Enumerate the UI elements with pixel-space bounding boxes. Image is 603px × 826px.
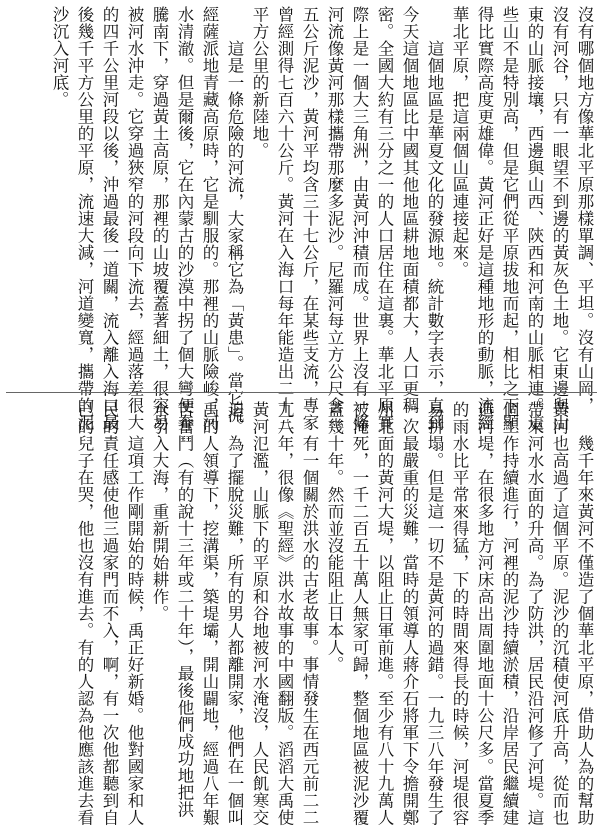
text-line: 造河堤，在很多地方河床高出周圍地面十公尺多。當夏季 [475,401,494,826]
text-line: 騰南下，穿過黃土高原，那裡的山坡覆蓋著細土，很容易 [150,6,169,431]
text-line: 苦奮鬥（有的說十三年或二十年），最後他們成功地把洪 [175,401,194,818]
text-line: 沒有河谷，只有一眼望不到邊的黃灰色土地。它東邊與山 [550,6,569,431]
text-line: 被淹死，一千二百五十萬人無家可歸，整個地區被泥沙覆 [350,401,369,826]
text-line: 這是一條危險的河流，大家稱它為「黃患」。當它流 [225,6,244,423]
text-line: 的雨水比平常來得猛，下的時間來得長的時候，河堤很容 [450,401,469,826]
text-line: 九八年，很像《聖經》洪水故事的中國翻版。滔滔大禹使 [275,401,294,826]
text-line: 蓋幾十年。然而並沒能阻止日本人。 [325,401,344,673]
text-line: 帶來河水水面的升高。為了防洪，居民沿河修了河堤。這 [525,401,544,826]
text-line: 沙沉入河底。 [50,6,69,108]
text-line: 一次最嚴重的災難，當時的領導人蔣介石將軍下令擔開鄭 [400,401,419,826]
text-line: 東的山脈接壤，西邊與山西、陝西和河南的山脈相連。這 [525,6,544,431]
text-line: 得比實際高度更雄偉。黃河正好是這種地形的動脈，流經 [475,6,494,431]
text-line: 沒有哪個地方像華北平原那樣單調、平坦。沒有山岡， [575,6,594,414]
text-line: 民的責任感使他三過家門而不入，啊，有一次他都聽到自 [100,401,119,826]
section-divider [6,392,597,393]
text-line: 有一個關於洪水的古老故事。事情發生在西元前二二 [300,401,319,826]
top-text-section [47,6,597,431]
text-line: 些山不是特別高，但是它們從平原拔地而起，相比之下顯 [500,6,519,431]
text-line: 際上是一個大三角洲，由黃河沖積而成。世界上沒有一條 [350,6,369,431]
text-line: 被河水沖走。它穿過狹窄的河段向下流去，經過落差很大 [125,6,144,431]
text-line: 這項工作剛開始的時候，禹正好新婚。他對國家和人 [125,401,144,826]
text-line: 曾經測得七百六十公斤。黃河在入海口每年能造出二十三 [275,6,294,431]
text-line: 州北面的黃河大堤，以阻止日軍前進。至少有八十九萬人 [375,401,394,826]
bottom-text-section [72,401,597,826]
text-line: 華北平原，把這兩個山區連接起來。 [450,6,469,278]
text-line: 後幾千平方公里的平原，流速大減，河道變寬，攜帶的泥 [75,6,94,431]
text-line: 的四千公里河段以後，沖過最後一道關，流入離入海口最 [100,6,119,431]
text-line: 黃河氾濫，山脈下的平原和谷地被河水淹沒，人民飢寒交 [250,401,269,826]
text-line: 禹的人領導下，挖溝渠，築堤壩，開山闢地，經過八年艱 [200,401,219,826]
text-line: 易拼塌。但是這一切不是黃河的過錯。一九三八年發生了 [425,401,444,826]
text-line: 迫。為了擺脫災難，所有的男人都離開家，他們在一個叫 [225,401,244,826]
text-line: 黃河也高過了這個平原。泥沙的沉積使河底升高，從而也 [550,401,569,826]
text-line: 經薩派地青藏高原時，它是馴服的。那裡的山脈險峻，河 [200,6,219,431]
text-line: 密。全國大約有三分之一的人口居住在這裏。華北平原實 [375,6,394,431]
text-line: 水引入大海，重新開始耕作。 [150,401,169,622]
text-line: 己的兒子在哭，他也沒有進去。有的人認為他應該進去看 [75,401,94,826]
text-line: 河流像黃河那樣攜帶那麼多泥沙。尼羅河每立方公尺含一 [325,6,344,431]
text-line: 個工作持續進行，河裡的泥沙持續淤積，沿岸居民繼續建 [500,401,519,826]
text-line: 水清澈。但是爾後，它在內蒙古的沙漠中拐了個大彎便奔 [175,6,194,431]
text-line: 今天這個地區比中國其他地區耕地面積都大，人口更稠 [400,6,419,414]
text-line: 幾千年來黃河不僅造了個華北平原，借助人為的幫助 [575,401,594,826]
text-line: 這個地區是華夏文化的發源地。統計數字表示，直到 [425,6,444,431]
text-line: 平方公里的新陸地。 [250,6,269,159]
text-line: 五公斤泥沙，黃河平均含三十七公斤，在某些支流，專家 [300,6,319,431]
